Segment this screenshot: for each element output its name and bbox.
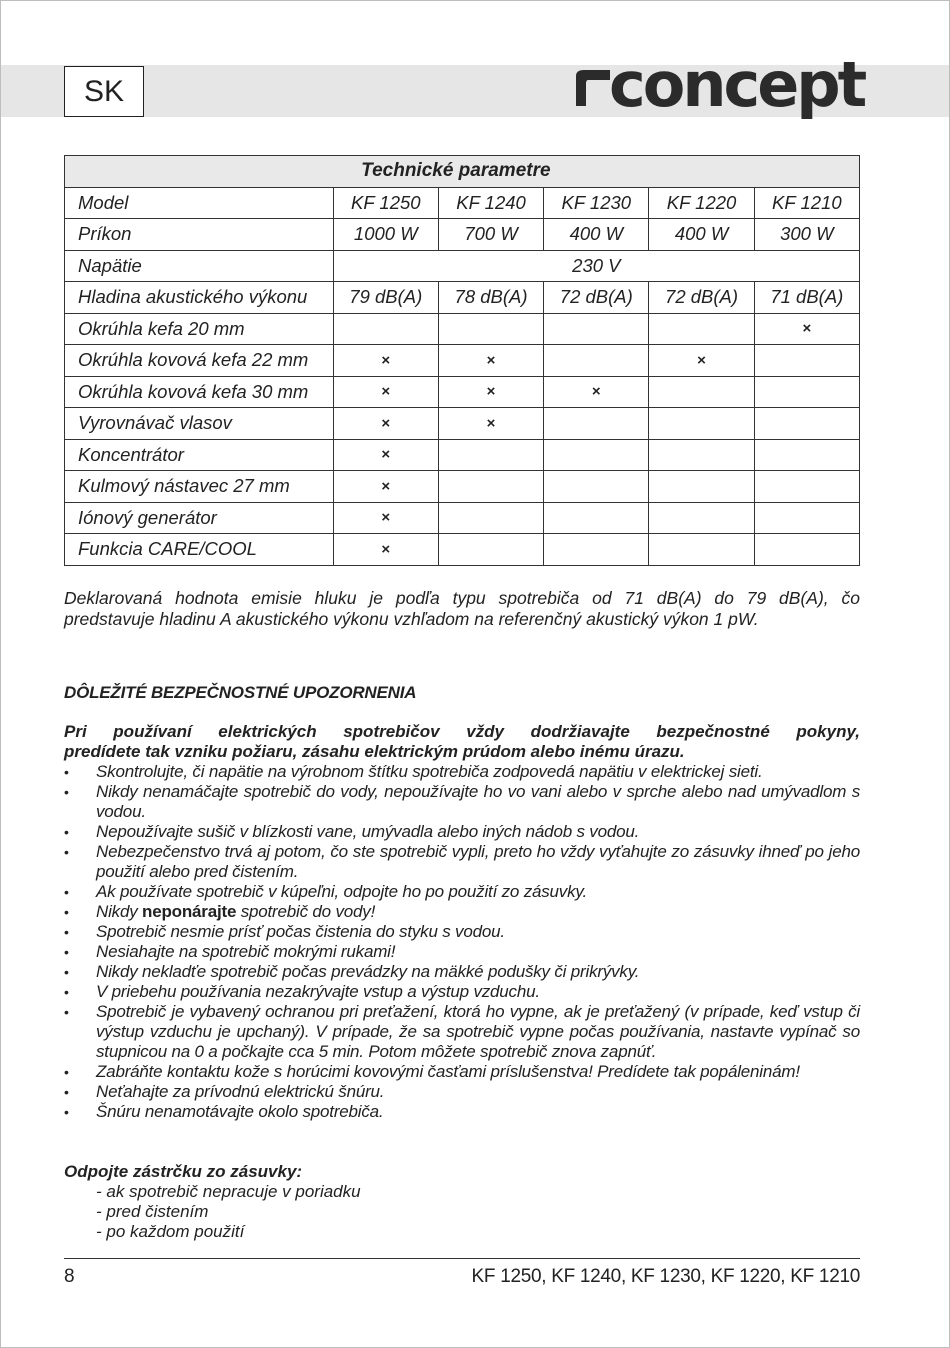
safety-item: [64, 762, 860, 782]
bullet-icon: •: [64, 844, 69, 860]
spec-cell: [754, 408, 859, 440]
spec-cell: [754, 534, 859, 566]
spec-cell: KF 1230: [544, 187, 649, 219]
spec-cell-check: ×: [649, 345, 754, 377]
spec-row-label: Iónový generátor: [65, 502, 334, 534]
safety-item: [64, 982, 860, 1002]
bullet-icon: •: [64, 1004, 69, 1020]
spec-row: [65, 219, 860, 251]
spec-cell: [544, 502, 649, 534]
spec-cell: [544, 408, 649, 440]
unplug-item: - pred čistením: [96, 1202, 209, 1221]
spec-cell: [649, 439, 754, 471]
spec-cell-check: ×: [333, 502, 438, 534]
safety-item: [64, 962, 860, 982]
spec-cell: [438, 313, 543, 345]
spec-cell-check: ×: [438, 345, 543, 377]
spec-table: [64, 155, 860, 566]
safety-item-text: Nesiahajte na spotrebič mokrými rukami!: [96, 942, 396, 961]
spec-row-label: Vyrovnávač vlasov: [65, 408, 334, 440]
unplug-item: - po každom použití: [96, 1222, 245, 1241]
bullet-icon: •: [64, 784, 69, 800]
spec-cell: 400 W: [544, 219, 649, 251]
spec-row-label: Napätie: [65, 250, 334, 282]
safety-item-text: [96, 902, 860, 922]
noise-note-line1: Deklarovaná hodnota emisie hluku je podľa typu spotrebiča od 71 dB(A) do 79 dB(A), čo: [64, 588, 860, 608]
safety-item-text: Skontrolujte, či napätie na výrobnom štítku spotrebiča zodpovedá napätiu v elektrickej sieti.: [96, 762, 763, 781]
language-label: SK: [64, 66, 144, 117]
safety-item-text: Šnúru nenamotávajte okolo spotrebiča.: [96, 1102, 384, 1121]
spec-row: [65, 471, 860, 503]
spec-cell-check: ×: [754, 313, 859, 345]
spec-cell: [754, 345, 859, 377]
safety-item-text-post: spotrebič do vody!: [236, 902, 376, 921]
safety-item: [64, 1002, 860, 1062]
spec-cell: [649, 534, 754, 566]
bullet-icon: •: [64, 984, 69, 1000]
spec-cell: 72 dB(A): [544, 282, 649, 314]
bullet-icon: •: [64, 964, 69, 980]
noise-note: [64, 588, 860, 630]
safety-item-text: Nepoužívajte sušič v blízkosti vane, umývadla alebo iných nádob s vodou.: [96, 822, 640, 841]
spec-row-label: Kulmový nástavec 27 mm: [65, 471, 334, 503]
spec-row: [65, 376, 860, 408]
bullet-icon: •: [64, 824, 69, 840]
spec-cell: [438, 439, 543, 471]
bullet-icon: •: [64, 764, 69, 780]
logo-mark-icon: [572, 66, 612, 114]
spec-table-title: Technické parametre: [333, 156, 754, 188]
spec-cell: 700 W: [438, 219, 543, 251]
spec-cell: [544, 439, 649, 471]
spec-cell: [438, 534, 543, 566]
spec-cell: KF 1210: [754, 187, 859, 219]
spec-cell: 79 dB(A): [333, 282, 438, 314]
spec-cell: [649, 313, 754, 345]
spec-cell: [438, 471, 543, 503]
spec-cell: KF 1240: [438, 187, 543, 219]
spec-cell-check: ×: [333, 439, 438, 471]
spec-cell: [544, 534, 649, 566]
safety-item: [64, 942, 860, 962]
bullet-icon: •: [64, 884, 69, 900]
spec-title-spacer-end: [754, 156, 859, 188]
safety-item-text: Spotrebič nesmie prísť počas čistenia do styku s vodou.: [96, 922, 505, 941]
safety-intro: [64, 722, 860, 762]
spec-cell-check: ×: [333, 408, 438, 440]
spec-cell-check: ×: [333, 376, 438, 408]
safety-item-text-bold: neponárajte: [142, 902, 237, 921]
spec-cell-check: ×: [333, 471, 438, 503]
spec-cell: 78 dB(A): [438, 282, 543, 314]
safety-item: [64, 822, 860, 842]
safety-item: [64, 842, 860, 882]
bullet-icon: •: [64, 1064, 69, 1080]
spec-cell: [333, 313, 438, 345]
spec-cell: 71 dB(A): [754, 282, 859, 314]
spec-row: [65, 250, 860, 282]
unplug-list: [96, 1182, 361, 1242]
noise-note-line2: predstavuje hladinu A akustického výkonu vzhľadom na referenčný akustický výkon 1 pW.: [64, 609, 759, 629]
safety-item-text: Ak používate spotrebič v kúpeľni, odpojte ho po použití zo zásuvky.: [96, 882, 587, 901]
spec-cell: [754, 439, 859, 471]
safety-intro-line1: Pri používaní elektrických spotrebičov vždy dodržiavajte bezpečnostné pokyny,: [64, 722, 860, 741]
safety-item-text: Neťahajte za prívodnú elektrickú šnúru.: [96, 1082, 385, 1101]
spec-cell: 72 dB(A): [649, 282, 754, 314]
safety-item: [64, 882, 860, 902]
spec-cell: [649, 408, 754, 440]
spec-title-spacer: [65, 156, 334, 188]
page-number: 8: [64, 1266, 75, 1287]
bullet-icon: •: [64, 924, 69, 940]
unplug-item: - ak spotrebič nepracuje v poriadku: [96, 1182, 361, 1201]
spec-cell-check: ×: [544, 376, 649, 408]
safety-item-text: Nebezpečenstvo trvá aj potom, čo ste spotrebič vypli, preto ho vždy vyťahujte zo zásuvky ihneď po jeho použití alebo pred čistením.: [96, 842, 860, 881]
spec-cell: 400 W: [649, 219, 754, 251]
safety-list: [64, 762, 860, 1122]
spec-row: [65, 408, 860, 440]
bullet-icon: •: [64, 1104, 69, 1120]
safety-item-text: Nikdy nekladťe spotrebič počas prevádzky na mäkké podušky či prikrývky.: [96, 962, 640, 981]
spec-cell: KF 1250: [333, 187, 438, 219]
brand-logo: [572, 48, 865, 126]
safety-item-text: Spotrebič je vybavený ochranou pri preťažení, ktorá ho vypne, ak je preťažený (v prípade, keď vstup či výstup vzduchu je upchaný). V prípade, že sa spotrebič vypne počas používania, nastavte vypínač so stupnicou na 0 a počkajte cca 5 min. Potom môžete spotrebič znova zapnúť.: [96, 1002, 860, 1061]
spec-row-label: Okrúhla kefa 20 mm: [65, 313, 334, 345]
safety-item-text: Nikdy nenamáčajte spotrebič do vody, nepoužívajte ho vo vani alebo v sprche alebo nad umývadlom s vodou.: [96, 782, 860, 821]
spec-cell: 300 W: [754, 219, 859, 251]
safety-item: [64, 1102, 860, 1122]
spec-row: [65, 187, 860, 219]
spec-row-label: Okrúhla kovová kefa 30 mm: [65, 376, 334, 408]
safety-item-text: Zabráňte kontaktu kože s horúcimi kovovými časťami príslušenstva! Predídete tak popáleninám!: [96, 1062, 800, 1081]
safety-intro-line2: predídete tak vzniku požiaru, zásahu elektrickým prúdom alebo inému úrazu.: [64, 742, 685, 761]
spec-row-label: Koncentrátor: [65, 439, 334, 471]
spec-row-label: Model: [65, 187, 334, 219]
unplug-title: Odpojte zástrčku zo zásuvky:: [64, 1162, 303, 1181]
footer-divider: [64, 1258, 860, 1259]
spec-row: [65, 502, 860, 534]
spec-cell: 1000 W: [333, 219, 438, 251]
spec-row: [65, 282, 860, 314]
spec-cell: [438, 502, 543, 534]
safety-item: [64, 922, 860, 942]
spec-row: [65, 345, 860, 377]
safety-title: DÔLEŽITÉ BEZPEČNOSTNÉ UPOZORNENIA: [64, 683, 417, 702]
footer-models: KF 1250, KF 1240, KF 1230, KF 1220, KF 1210: [471, 1266, 860, 1287]
spec-cell: [754, 376, 859, 408]
safety-item: [64, 782, 860, 822]
spec-cell-check: ×: [333, 345, 438, 377]
spec-cell-check: ×: [438, 376, 543, 408]
spec-cell: [544, 345, 649, 377]
spec-cell: [544, 313, 649, 345]
spec-cell: [754, 502, 859, 534]
spec-cell: [544, 471, 649, 503]
safety-item-text: V priebehu používania nezakrývajte vstup a výstup vzduchu.: [96, 982, 540, 1001]
logo-text: concept: [609, 48, 865, 121]
spec-row-label: Hladina akustického výkonu: [65, 282, 334, 314]
spec-cell: [649, 376, 754, 408]
spec-cell: [649, 502, 754, 534]
bullet-icon: •: [64, 944, 69, 960]
spec-cell: KF 1220: [649, 187, 754, 219]
safety-item: [64, 902, 860, 922]
spec-row: [65, 534, 860, 566]
bullet-icon: •: [64, 904, 69, 920]
bullet-icon: •: [64, 1084, 69, 1100]
safety-item: [64, 1082, 860, 1102]
spec-row-label: Príkon: [65, 219, 334, 251]
spec-cell: [649, 471, 754, 503]
spec-cell-check: ×: [438, 408, 543, 440]
spec-cell: [754, 471, 859, 503]
spec-row-label: Funkcia CARE/COOL: [65, 534, 334, 566]
spec-cell-check: ×: [333, 534, 438, 566]
safety-item-text-pre: Nikdy: [96, 902, 143, 921]
spec-row: [65, 439, 860, 471]
spec-cell-merged: 230 V: [333, 250, 859, 282]
spec-row-label: Okrúhla kovová kefa 22 mm: [65, 345, 334, 377]
spec-row: [65, 313, 860, 345]
safety-item: [64, 1062, 860, 1082]
